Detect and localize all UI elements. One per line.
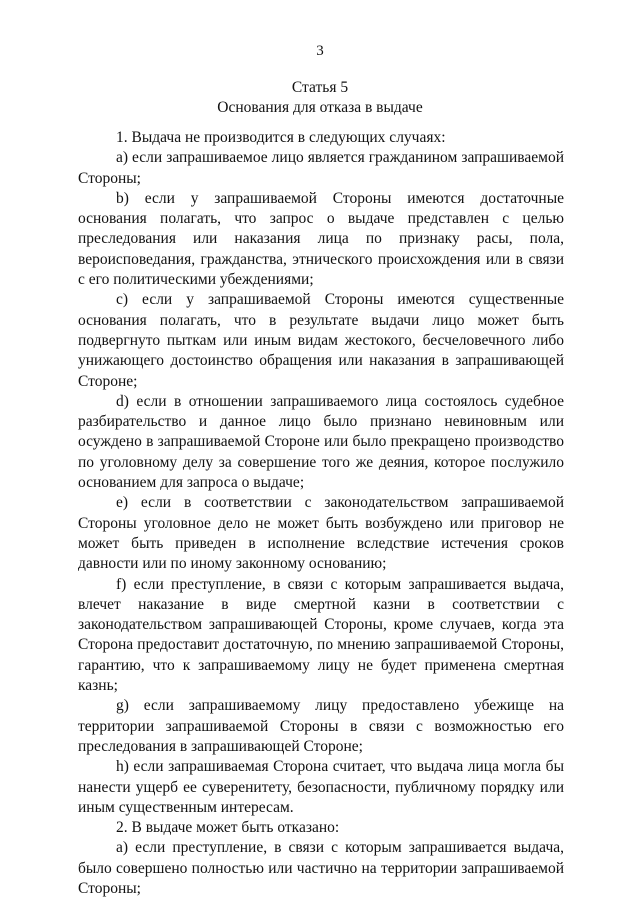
article-title: Статья 5 <box>291 79 349 96</box>
paragraph-item-2a: a) если преступление, в связи с которым запрашивается выдача, было совершено полностью или частично на территории запрашиваемой Стороны; <box>78 839 564 897</box>
paragraph-item-1c: c) если у запрашиваемой Стороны имеются существенные основания полагать, что в результате выдачи лицо может быть подвергнуто пыткам или иным видам жестокого, бесчеловечного либо унижающего достоинство обращения или наказания в запрашивающей Стороне; <box>78 291 564 390</box>
paragraph-item-1e: e) если в соответствии с законодательством запрашиваемой Стороны уголовное дело не может быть возбуждено или приговор не может быть приведен в исполнение вследствие истечения сроков давности или по иному законному основанию; <box>78 494 564 573</box>
paragraph-item-1d: d) если в отношении запрашиваемого лица состоялось судебное разбирательство и данное лицо было признано невиновным или осуждено в запрашиваемой Стороне или было прекращено производство по уголовному делу за совершение того же деяния, которое послужило основанием для запроса о выдаче; <box>78 392 564 492</box>
paragraph-item-2: 2. В выдаче может быть отказано: <box>116 819 340 837</box>
paragraph-item-1b: b) если у запрашиваемой Стороны имеются достаточные основания полагать, что запрос о выдаче представлен с целью преследования или наказания лица по признаку расы, пола, вероисповедания, гражданства, этнического происхождения или в связи с его политическими убеждениями; <box>78 189 564 289</box>
paragraph-item-1h: h) если запрашиваемая Сторона считает, что выдача лица могла бы нанести ущерб ее суверенитету, безопасности, публичному порядку или иным существенным интересам. <box>78 758 564 816</box>
paragraph-item-1g: g) если запрашиваемому лицу предоставлено убежище на территории запрашиваемой Стороны в связи с возможностью его преследования в запрашивающей Стороне; <box>78 697 564 755</box>
paragraph-item-1f: f) если преступление, в связи с которым запрашивается выдача, влечет наказание в виде смертной казни в соответствии с законодательством запрашивающей Стороны, кроме случаев, когда эта Сторона предоставит достаточную, по мнению запрашиваемой Стороны, гарантию, что к запрашиваемому лицу не будет применена смертная казнь; <box>78 575 564 695</box>
page-number: 3 <box>316 43 324 59</box>
paragraph-item-1a: a) если запрашиваемое лицо является гражданином запрашиваемой Стороны; <box>78 149 564 187</box>
article-body <box>78 128 564 899</box>
paragraph-item-1: 1. Выдача не производится в следующих случаях: <box>116 129 446 146</box>
article-subtitle: Основания для отказа в выдаче <box>217 99 423 116</box>
